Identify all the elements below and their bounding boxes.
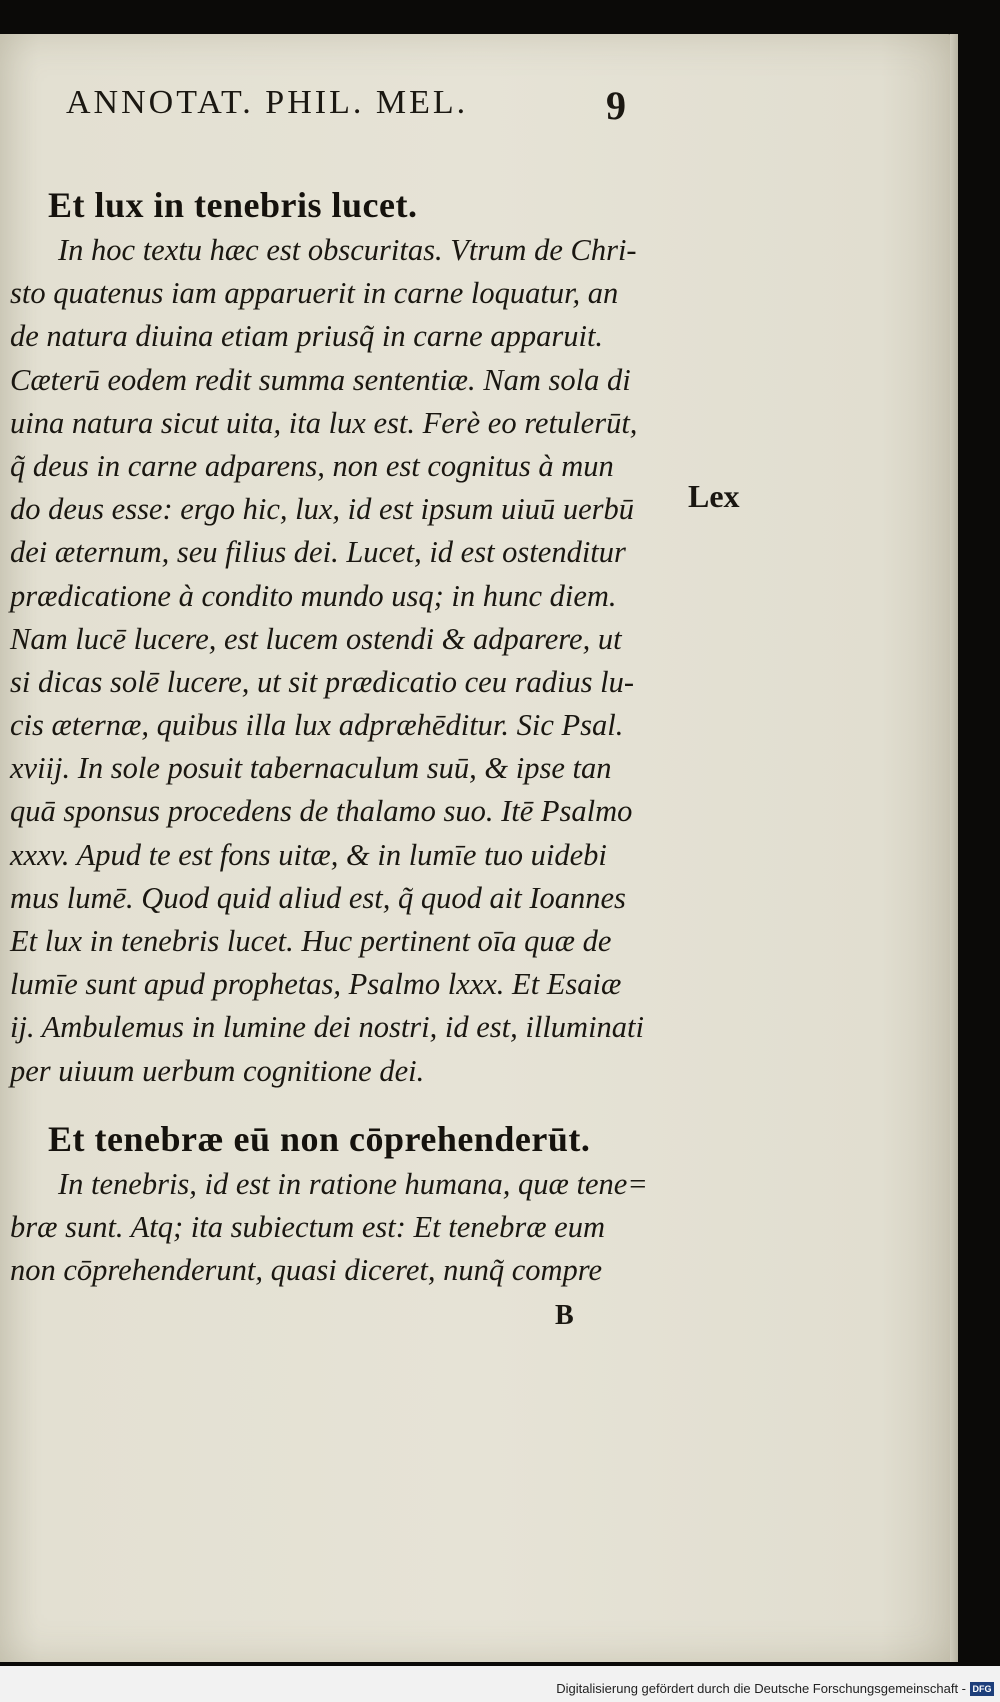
text-line: uina natura sicut uita, ita lux est. Ferè eo retulerūt, (10, 405, 638, 440)
text-line: In tenebris, id est in ratione humana, quæ tene= (58, 1167, 648, 1201)
text-line: sto quatenus iam apparuerit in carne loquatur, an (10, 276, 619, 311)
text-line: Et lux in tenebris lucet. Huc pertinent oīa quæ de (10, 924, 612, 958)
text-line: In hoc textu hæc est obscuritas. Vtrum de Chri- (58, 233, 637, 267)
page-number: 9 (606, 83, 626, 128)
footer-credit: Digitalisierung gefördert durch die Deutsche Forschungsgemeinschaft - (556, 1681, 966, 1696)
text-line: bræ sunt. Atq; ita subiectum est: Et tenebræ eum (10, 1210, 605, 1245)
text-line: q̃ deus in carne adparens, non est cognitus à mun (10, 448, 614, 483)
text-line: cis æternæ, quibus illa lux adpræhēditur. Sic Psal. (10, 708, 624, 743)
text-line: si dicas solē lucere, ut sit prædicatio ceu radius lu- (10, 664, 635, 699)
text-line: non cōprehenderunt, quasi diceret, nunq̃ compre (10, 1253, 603, 1288)
text-line: ij. Ambulemus in lumine dei nostri, id est, illuminati (10, 1010, 644, 1045)
text-line: per uiuum uerbum cognitione dei. (10, 1053, 425, 1088)
page-edge (950, 34, 958, 1662)
text-line: Nam lucē lucere, est lucem ostendi & adparere, ut (10, 621, 622, 656)
text-line: do deus esse: ergo hic, lux, id est ipsum uiuū uerbū (10, 492, 635, 527)
running-title: ANNOTAT. PHIL. MEL. (66, 84, 469, 121)
text-line: quā sponsus procedens de thalamo suo. Itē Psalmo (10, 794, 633, 829)
running-header (66, 83, 626, 128)
text-line: de natura diuina etiam priusq̃ in carne apparuit. (10, 319, 604, 354)
section-body-2 (10, 1163, 680, 1293)
section-body-1 (10, 229, 680, 1093)
signature-mark: B (555, 1300, 574, 1331)
dfg-logo-icon: DFG (970, 1682, 994, 1696)
text-line: xxxv. Apud te est fons uitæ, & in lumīe tuo uidebi (10, 837, 607, 872)
section-heading-1: Et lux in tenebris lucet. (48, 185, 418, 225)
text-line: xviij. In sole posuit tabernaculum suū, & ipse tan (10, 751, 612, 786)
text-line: dei æternum, seu filius dei. Lucet, id est ostenditur (10, 535, 626, 570)
section-heading-2: Et tenebræ eū non cōprehenderūt. (48, 1119, 591, 1159)
text-line: prædicatione à condito mundo usq; in hunc diem. (10, 578, 617, 613)
text-line: mus lumē. Quod quid aliud est, q̃ quod ait Ioannes (10, 880, 626, 915)
margin-note: Lex (688, 478, 740, 514)
footer-bar (0, 1666, 1000, 1702)
text-line: lumīe sunt apud prophetas, Psalmo lxxx. Et Esaiæ (10, 967, 622, 1002)
text-line: Cæterū eodem redit summa sententiæ. Nam sola di (10, 362, 631, 397)
